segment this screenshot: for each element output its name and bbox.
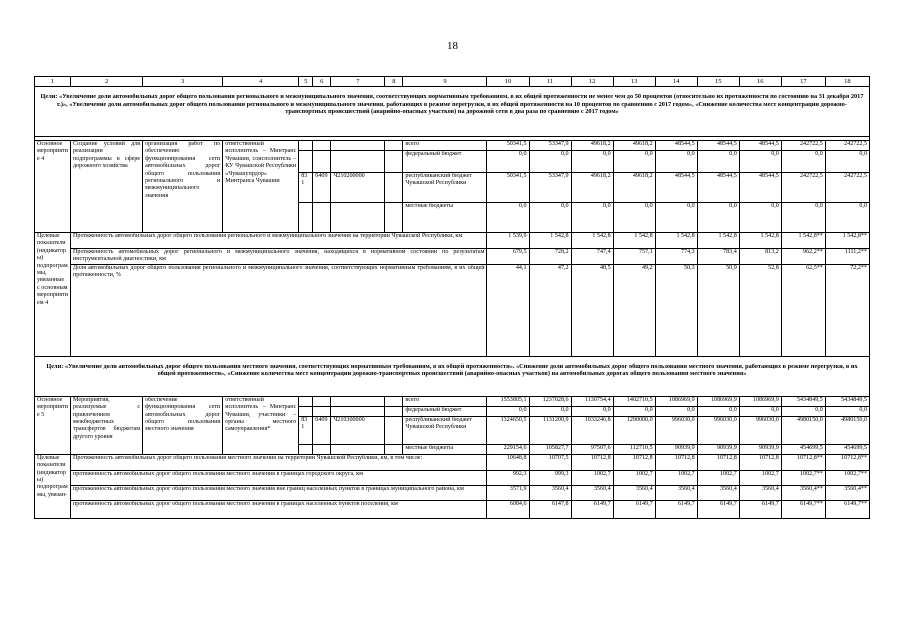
section-code [313, 203, 331, 233]
value-cell: 0,0 [571, 406, 613, 416]
value-cell: 3560,4 [613, 485, 655, 500]
targets-label: Целевые показатели (индикаторы) подпрограммы, увязан- [35, 454, 71, 518]
target-article-code [331, 396, 385, 406]
value-cell: 679,5 [487, 249, 529, 265]
value-cell: 50341,5 [487, 141, 529, 151]
value-cell: 62,5** [781, 264, 825, 356]
value-cell: 1 542,8 [697, 233, 739, 249]
target-article-code [331, 141, 385, 151]
value-cell: 0,0 [697, 406, 739, 416]
event-name: Создание условий для реализации подпрограммы в сфере дорожного хозяйства [71, 141, 143, 233]
value-cell: 0,0 [781, 203, 825, 233]
indicator-name: Протяженность автомобильных дорог общего пользования местного значения на территории Чувашской Республики, км, в том числе: [71, 454, 487, 470]
section-code: 0409 [313, 173, 331, 203]
value-cell: 1002,7 [739, 470, 781, 485]
value-cell: 774,3 [655, 249, 697, 265]
value-cell: 90939,9 [655, 444, 697, 454]
value-cell: 813,2 [739, 249, 781, 265]
value-cell: 0,0 [825, 203, 869, 233]
gov-code: 831 [299, 173, 313, 203]
event-name: Мероприятия, реализуемые с привлечением межбюджетных трансфертов бюджетам другого уровня [71, 396, 143, 454]
value-cell: 3560,4** [781, 485, 825, 500]
column-number: 3 [143, 77, 223, 87]
value-cell: 50,3 [655, 264, 697, 356]
indicator-name: Протяженность автомобильных дорог общего пользования регионального и межмуниципального значения на территории Чувашской Республики, км [71, 233, 487, 249]
value-cell: 6149,7 [655, 500, 697, 518]
value-cell: 1 542,8 [613, 233, 655, 249]
target-row [35, 233, 870, 249]
value-cell: 49618,2 [571, 141, 613, 151]
targets-label: Целевые показатели (индикаторы) подпрограммы, увязанные с основным мероприятием 4 [35, 233, 71, 357]
value-cell: 1290000,0 [613, 416, 655, 444]
value-cell: 1 542,8 [571, 233, 613, 249]
funding-source: республиканский бюджет Чувашской Республики [403, 173, 487, 203]
value-cell: 1002,7** [825, 470, 869, 485]
goal-text: Цели: «Увеличение доли автомобильных дорог общего пользования местного значения, соответствующих нормативным требованиям, в их общей протяженности». «Снижение доли автомобильных дорог общего пользования местного значения, работающих в режиме перегрузки, в их общей протяженности», «Снижение количества мест концентрации дорожно-транспортных происшествий (аварийно-опасных участков) на автомобильных дорогах общего пользования местного значения» [35, 356, 870, 396]
value-cell: 6149,7 [739, 500, 781, 518]
value-cell: 10707,5 [529, 454, 571, 470]
target-row [35, 485, 870, 500]
value-cell: 728,2 [529, 249, 571, 265]
value-cell: 1130754,4 [571, 396, 613, 406]
indicator-name: протяженность автомобильных дорог общего пользования местного значения вне границ населенных пунктов в границах муниципального района, км [71, 485, 487, 500]
expense-type [385, 203, 403, 233]
funding-source: всего [403, 396, 487, 406]
value-cell: 5434849,5 [825, 396, 869, 406]
value-cell: 5434849,5 [781, 396, 825, 406]
value-cell: 1402710,5 [613, 396, 655, 406]
value-cell: 50341,5 [487, 173, 529, 203]
target-article-code [331, 203, 385, 233]
value-cell: 1086969,9 [655, 396, 697, 406]
value-cell: 0,0 [655, 203, 697, 233]
value-cell: 97507,6 [571, 444, 613, 454]
value-cell: 0,0 [655, 151, 697, 173]
goal-text: Цели: «Увеличение доли автомобильных дорог общего пользования регионального и межмуниципального значения, соответствующих нормативным требованиям, в их общей протяженности не менее чем до 50 процентов (относительно их протяженности по состоянию на 31 декабря 2017 г.)», «Увеличение доли автомобильных дорог общего пользования регионального и межмуниципального значения, работающих в режиме перегрузки, в их общей протяженности на 10 процентов по сравнению с 2017 годом», «Снижение количества мест концентрации дорожно-транспортных происшествий (аварийно-опасных участков) на дорожной сети в два раза по сравнению с 2017 годом» [35, 87, 870, 137]
value-cell: 49618,2 [571, 173, 613, 203]
column-number: 1 [35, 77, 71, 87]
value-cell: 783,4 [697, 249, 739, 265]
expense-type [385, 416, 403, 444]
value-cell: 0,0 [529, 151, 571, 173]
funding-row [35, 141, 870, 151]
column-number: 2 [71, 77, 143, 87]
value-cell: 90939,9 [697, 444, 739, 454]
value-cell: 229154,6 [487, 444, 529, 454]
value-cell: 747,4 [571, 249, 613, 265]
column-number: 8 [385, 77, 403, 87]
value-cell: 48544,5 [739, 141, 781, 151]
column-number: 5 [299, 77, 313, 87]
value-cell: 1 539,9 [487, 233, 529, 249]
value-cell: 0,0 [697, 151, 739, 173]
value-cell: 0,0 [571, 151, 613, 173]
section-code [313, 151, 331, 173]
target-article-code [331, 444, 385, 454]
column-number: 7 [331, 77, 385, 87]
indicator-name: Доля автомобильных дорог общего пользования регионального и межмуниципального значения, соответствующих нормативным требованиям, в их общей протяженности, % [71, 264, 487, 356]
section-code [313, 141, 331, 151]
value-cell: 52,8 [739, 264, 781, 356]
value-cell: 3571,9 [487, 485, 529, 500]
funding-source: федеральный бюджет [403, 151, 487, 173]
program-table [34, 76, 870, 519]
value-cell: 0,0 [825, 151, 869, 173]
value-cell: 10712,8 [613, 454, 655, 470]
value-cell: 1 542,8 [529, 233, 571, 249]
value-cell: 1 542,8** [825, 233, 869, 249]
funding-source: всего [403, 141, 487, 151]
value-cell: 48544,5 [655, 173, 697, 203]
value-cell: 1 542,8 [739, 233, 781, 249]
value-cell: 10712,8 [697, 454, 739, 470]
column-number: 16 [739, 77, 781, 87]
event-responsible: ответственный исполнитель – Минтранс Чувашии, участники – органы местного самоуправления* [223, 396, 299, 454]
value-cell: 6149,7 [697, 500, 739, 518]
value-cell: 996030,0 [739, 416, 781, 444]
value-cell: 0,0 [739, 203, 781, 233]
column-number: 6 [313, 77, 331, 87]
goal-row [35, 87, 870, 137]
value-cell: 48544,5 [739, 173, 781, 203]
value-cell: 0,0 [655, 406, 697, 416]
value-cell: 0,0 [487, 406, 529, 416]
value-cell: 10712,8 [739, 454, 781, 470]
value-cell: 1 542,8 [655, 233, 697, 249]
value-cell: 50,9 [697, 264, 739, 356]
column-number: 15 [697, 77, 739, 87]
value-cell: 1131200,9 [529, 416, 571, 444]
target-row [35, 454, 870, 470]
gov-code [299, 406, 313, 416]
expense-type [385, 151, 403, 173]
value-cell: 992,3 [487, 470, 529, 485]
value-cell: 454699,5 [781, 444, 825, 454]
value-cell: 1111,2** [825, 249, 869, 265]
target-row [35, 249, 870, 265]
value-cell: 10712,8** [825, 454, 869, 470]
value-cell: 72,2** [825, 264, 869, 356]
section-code [313, 444, 331, 454]
event-responsible: ответственный исполнитель – Минтранс Чувашии, соисполнитель – КУ Чувашской Республики «Чувашупрдор» Минтранса Чувашии [223, 141, 299, 233]
target-article-code: Ч210300000 [331, 416, 385, 444]
value-cell: 1002,7 [655, 470, 697, 485]
value-cell: 3560,4 [529, 485, 571, 500]
gov-code [299, 151, 313, 173]
value-cell: 242722,5 [781, 141, 825, 151]
value-cell: 53347,9 [529, 173, 571, 203]
value-cell: 1237028,6 [529, 396, 571, 406]
value-cell: 6149,7** [781, 500, 825, 518]
value-cell: 0,0 [613, 406, 655, 416]
column-number: 18 [825, 77, 869, 87]
value-cell: 3560,4 [739, 485, 781, 500]
target-row [35, 264, 870, 356]
value-cell: 53347,9 [529, 141, 571, 151]
value-cell: 0,0 [781, 406, 825, 416]
value-cell: 0,0 [613, 151, 655, 173]
value-cell: 0,0 [613, 203, 655, 233]
value-cell: 10712,8** [781, 454, 825, 470]
value-cell: 1553805,1 [487, 396, 529, 406]
value-cell: 0,0 [781, 151, 825, 173]
value-cell: 6147,8 [529, 500, 571, 518]
value-cell: 4980150,0 [781, 416, 825, 444]
value-cell: 49618,2 [613, 141, 655, 151]
column-number: 13 [613, 77, 655, 87]
gov-code [299, 203, 313, 233]
value-cell: 242722,5 [825, 173, 869, 203]
value-cell: 3560,4 [655, 485, 697, 500]
target-row [35, 470, 870, 485]
value-cell: 0,0 [697, 203, 739, 233]
value-cell: 105827,7 [529, 444, 571, 454]
value-cell: 10648,8 [487, 454, 529, 470]
column-number: 10 [487, 77, 529, 87]
value-cell: 962,2** [781, 249, 825, 265]
value-cell: 1002,7 [613, 470, 655, 485]
value-cell: 6084,6 [487, 500, 529, 518]
funding-source: местные бюджеты [403, 444, 487, 454]
column-number: 14 [655, 77, 697, 87]
goal-row [35, 356, 870, 396]
value-cell: 49,2 [613, 264, 655, 356]
value-cell: 0,0 [825, 406, 869, 416]
value-cell: 0,0 [739, 406, 781, 416]
value-cell: 112710,5 [613, 444, 655, 454]
gov-code: 831 [299, 416, 313, 444]
value-cell: 1086969,9 [739, 396, 781, 406]
value-cell: 0,0 [739, 151, 781, 173]
expense-type [385, 396, 403, 406]
value-cell: 242722,5 [781, 173, 825, 203]
expense-type [385, 444, 403, 454]
target-row [35, 500, 870, 518]
gov-code [299, 141, 313, 151]
column-number: 9 [403, 77, 487, 87]
target-article-code: Ч210200000 [331, 173, 385, 203]
indicator-name: протяженность автомобильных дорог общего пользования местного значения в границах населенных пунктов поселения, км [71, 500, 487, 518]
value-cell: 996030,0 [655, 416, 697, 444]
column-number: 11 [529, 77, 571, 87]
value-cell: 1 542,8** [781, 233, 825, 249]
value-cell: 49618,2 [613, 173, 655, 203]
value-cell: 242722,5 [825, 141, 869, 151]
page-number: 18 [447, 40, 458, 52]
value-cell: 90939,9 [739, 444, 781, 454]
value-cell: 1086969,9 [697, 396, 739, 406]
value-cell: 1324650,5 [487, 416, 529, 444]
indicator-name: Протяженность автомобильных дорог регионального и межмуниципального значения, находящихся в нормативном состоянии по результатам инструментальной диагностики, км [71, 249, 487, 265]
value-cell: 48544,5 [655, 141, 697, 151]
header-row [35, 77, 870, 87]
value-cell: 47,2 [529, 264, 571, 356]
value-cell: 0,0 [487, 203, 529, 233]
value-cell: 3560,4 [571, 485, 613, 500]
column-number: 4 [223, 77, 299, 87]
expense-type [385, 406, 403, 416]
event-task: обеспечение функционирования сети автомобильных дорог общего пользования местного значения [143, 396, 223, 454]
value-cell: 6149,7** [825, 500, 869, 518]
value-cell: 1002,7** [781, 470, 825, 485]
value-cell: 996030,0 [697, 416, 739, 444]
column-number: 12 [571, 77, 613, 87]
value-cell: 3560,4** [825, 485, 869, 500]
target-article-code [331, 151, 385, 173]
value-cell: 48,5 [571, 264, 613, 356]
value-cell: 0,0 [529, 406, 571, 416]
value-cell: 48544,5 [697, 141, 739, 151]
funding-source: местные бюджеты [403, 203, 487, 233]
expense-type [385, 141, 403, 151]
value-cell: 10712,8 [571, 454, 613, 470]
value-cell: 3560,4 [697, 485, 739, 500]
value-cell: 0,0 [487, 151, 529, 173]
funding-row [35, 396, 870, 406]
value-cell: 1002,7 [571, 470, 613, 485]
event-label: Основное мероприятие 4 [35, 141, 71, 233]
value-cell: 999,3 [529, 470, 571, 485]
event-label: Основное мероприятие 5 [35, 396, 71, 454]
value-cell: 4980150,0 [825, 416, 869, 444]
value-cell: 6149,7 [613, 500, 655, 518]
value-cell: 6149,7 [571, 500, 613, 518]
target-article-code [331, 406, 385, 416]
event-task: организация работ по обеспечению функционирования сети автомобильных дорог общего пользования регионального и межмуниципального значения [143, 141, 223, 233]
expense-type [385, 173, 403, 203]
funding-source: республиканский бюджет Чувашской Республики [403, 416, 487, 444]
value-cell: 1033246,8 [571, 416, 613, 444]
value-cell: 0,0 [571, 203, 613, 233]
section-code: 0409 [313, 416, 331, 444]
funding-source: федеральный бюджет [403, 406, 487, 416]
value-cell: 0,0 [529, 203, 571, 233]
value-cell: 1002,7 [697, 470, 739, 485]
section-code [313, 406, 331, 416]
section-code [313, 396, 331, 406]
column-number: 17 [781, 77, 825, 87]
value-cell: 48544,5 [697, 173, 739, 203]
indicator-name: протяженность автомобильных дорог общего пользования местного значения в границах городского округа, км [71, 470, 487, 485]
value-cell: 10712,8 [655, 454, 697, 470]
value-cell: 454699,5 [825, 444, 869, 454]
value-cell: 757,1 [613, 249, 655, 265]
gov-code [299, 396, 313, 406]
gov-code [299, 444, 313, 454]
value-cell: 44,1 [487, 264, 529, 356]
